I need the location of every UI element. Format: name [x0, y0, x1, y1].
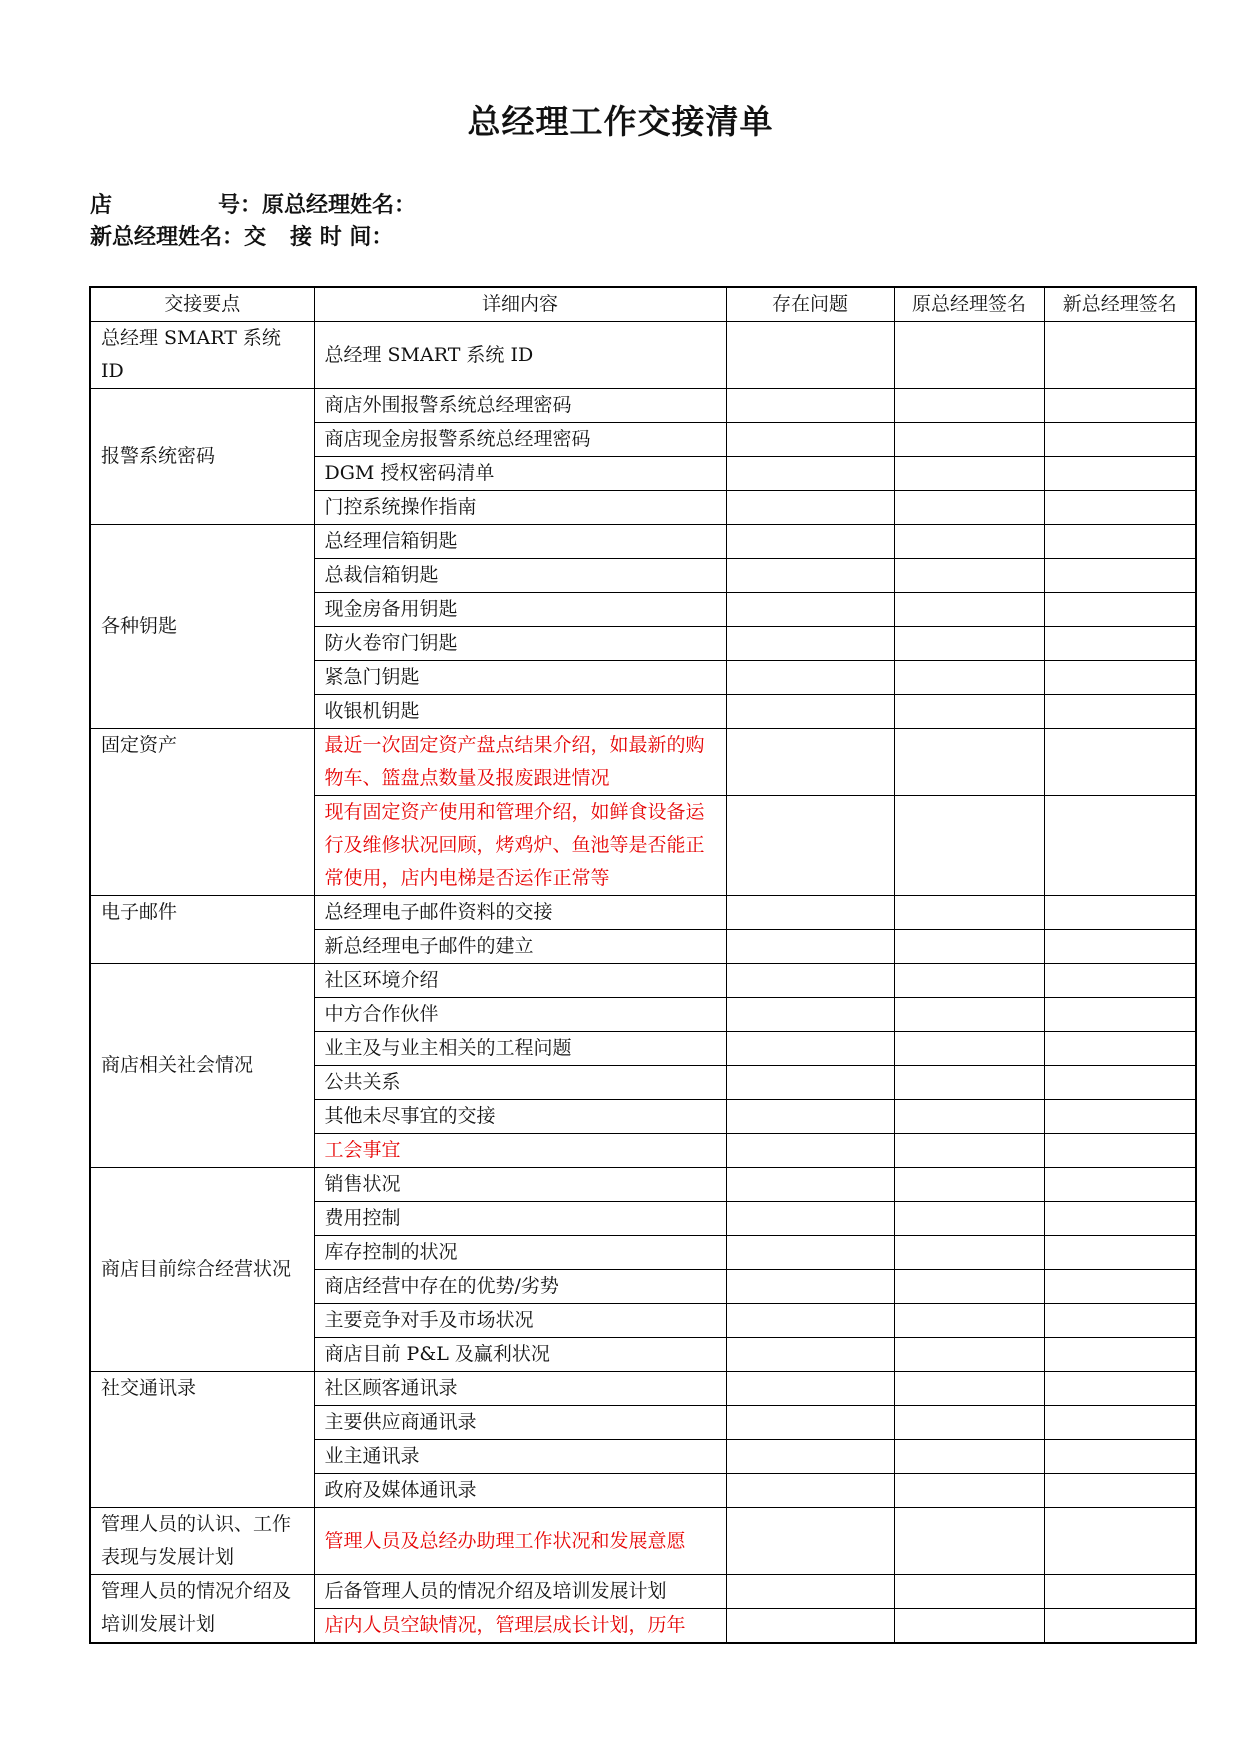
old-gm-signature-cell[interactable] — [894, 930, 1044, 964]
new-gm-signature-cell[interactable] — [1044, 729, 1196, 796]
issue-cell[interactable] — [726, 1474, 894, 1508]
detail-cell: 社区环境介绍 — [314, 964, 726, 998]
table-row — [90, 896, 1196, 930]
detail-cell: 费用控制 — [314, 1202, 726, 1236]
issue-cell[interactable] — [726, 998, 894, 1032]
new-gm-signature-cell[interactable] — [1044, 627, 1196, 661]
new-gm-signature-cell[interactable] — [1044, 1474, 1196, 1508]
detail-cell: DGM 授权密码清单 — [314, 457, 726, 491]
detail-cell: 紧急门钥匙 — [314, 661, 726, 695]
issue-cell[interactable] — [726, 1134, 894, 1168]
old-gm-signature-cell[interactable] — [894, 964, 1044, 998]
detail-cell: 主要竞争对手及市场状况 — [314, 1304, 726, 1338]
old-gm-signature-cell[interactable] — [894, 1609, 1044, 1644]
issue-cell[interactable] — [726, 1372, 894, 1406]
detail-cell: 政府及媒体通讯录 — [314, 1474, 726, 1508]
category-cell: 报警系统密码 — [90, 389, 314, 525]
detail-cell: 公共关系 — [314, 1066, 726, 1100]
new-gm-signature-cell[interactable] — [1044, 423, 1196, 457]
old-gm-signature-cell[interactable] — [894, 796, 1044, 896]
issue-cell[interactable] — [726, 896, 894, 930]
old-gm-signature-cell[interactable] — [894, 1304, 1044, 1338]
detail-cell: 店内人员空缺情况，管理层成长计划，历年 — [314, 1609, 726, 1644]
table-row — [90, 964, 1196, 998]
new-gm-signature-cell[interactable] — [1044, 1168, 1196, 1202]
new-gm-signature-cell[interactable] — [1044, 389, 1196, 423]
detail-cell: 防火卷帘门钥匙 — [314, 627, 726, 661]
issue-cell[interactable] — [726, 695, 894, 729]
store-label: 店 — [90, 193, 113, 218]
table-header-row — [90, 287, 1196, 322]
new-gm-signature-cell[interactable] — [1044, 998, 1196, 1032]
table-row — [90, 1575, 1196, 1609]
new-gm-signature-cell[interactable] — [1044, 322, 1196, 389]
old-gm-signature-cell[interactable] — [894, 1440, 1044, 1474]
old-gm-signature-cell[interactable] — [894, 998, 1044, 1032]
header-new-gm-signature: 新总经理签名 — [1044, 287, 1196, 322]
new-gm-signature-cell[interactable] — [1044, 1338, 1196, 1372]
table-row — [90, 525, 1196, 559]
handover-label-1: 交 — [244, 225, 267, 250]
old-gm-signature-cell[interactable] — [894, 729, 1044, 796]
detail-cell: 商店现金房报警系统总经理密码 — [314, 423, 726, 457]
issue-cell[interactable] — [726, 930, 894, 964]
old-gm-signature-cell[interactable] — [894, 1508, 1044, 1575]
old-gm-signature-cell[interactable] — [894, 1474, 1044, 1508]
issue-cell[interactable] — [726, 1066, 894, 1100]
old-gm-signature-cell[interactable] — [894, 457, 1044, 491]
new-gm-signature-cell[interactable] — [1044, 1575, 1196, 1609]
old-gm-signature-cell[interactable] — [894, 559, 1044, 593]
issue-cell[interactable] — [726, 1236, 894, 1270]
old-gm-signature-cell[interactable] — [894, 1372, 1044, 1406]
detail-cell: 总经理电子邮件资料的交接 — [314, 896, 726, 930]
detail-cell: 收银机钥匙 — [314, 695, 726, 729]
old-gm-signature-cell[interactable] — [894, 695, 1044, 729]
issue-cell[interactable] — [726, 1100, 894, 1134]
category-cell: 总经理 SMART 系统 ID — [90, 322, 314, 389]
issue-cell[interactable] — [726, 661, 894, 695]
header-issues: 存在问题 — [726, 287, 894, 322]
detail-cell: 总裁信箱钥匙 — [314, 559, 726, 593]
issue-cell[interactable] — [726, 322, 894, 389]
store-number-label: 号： — [218, 193, 263, 218]
new-gm-signature-cell[interactable] — [1044, 661, 1196, 695]
document-title: 总经理工作交接清单 — [467, 102, 774, 141]
new-gm-signature-cell[interactable] — [1044, 796, 1196, 896]
issue-cell[interactable] — [726, 1304, 894, 1338]
detail-cell: 管理人员及总经办助理工作状况和发展意愿 — [314, 1508, 726, 1575]
issue-cell[interactable] — [726, 559, 894, 593]
new-gm-signature-cell[interactable] — [1044, 964, 1196, 998]
category-cell: 固定资产 — [90, 729, 314, 896]
issue-cell[interactable] — [726, 1440, 894, 1474]
old-gm-signature-cell[interactable] — [894, 1202, 1044, 1236]
issue-cell[interactable] — [726, 1406, 894, 1440]
detail-cell: 新总经理电子邮件的建立 — [314, 930, 726, 964]
detail-cell: 其他未尽事宜的交接 — [314, 1100, 726, 1134]
table-row — [90, 1168, 1196, 1202]
header-old-gm-signature: 原总经理签名 — [894, 287, 1044, 322]
old-gm-signature-cell[interactable] — [894, 423, 1044, 457]
new-gm-signature-cell[interactable] — [1044, 1202, 1196, 1236]
issue-cell[interactable] — [726, 457, 894, 491]
issue-cell[interactable] — [726, 593, 894, 627]
detail-cell: 总经理 SMART 系统 ID — [314, 322, 726, 389]
issue-cell[interactable] — [726, 627, 894, 661]
detail-cell: 现有固定资产使用和管理介绍，如鲜食设备运行及维修状况回顾，烤鸡炉、鱼池等是否能正常使用，店内电梯是否运作正常等 — [314, 796, 726, 896]
table-row — [90, 1372, 1196, 1406]
new-gm-signature-cell[interactable] — [1044, 695, 1196, 729]
old-gm-signature-cell[interactable] — [894, 661, 1044, 695]
old-gm-signature-cell[interactable] — [894, 1270, 1044, 1304]
detail-cell: 现金房备用钥匙 — [314, 593, 726, 627]
issue-cell[interactable] — [726, 796, 894, 896]
table-row — [90, 322, 1196, 389]
old-gm-signature-cell[interactable] — [894, 627, 1044, 661]
category-cell: 管理人员的情况介绍及培训发展计划 — [90, 1575, 314, 1644]
detail-cell: 业主通讯录 — [314, 1440, 726, 1474]
issue-cell[interactable] — [726, 1202, 894, 1236]
issue-cell[interactable] — [726, 525, 894, 559]
new-gm-signature-cell[interactable] — [1044, 1609, 1196, 1644]
new-gm-signature-cell[interactable] — [1044, 1508, 1196, 1575]
new-gm-signature-cell[interactable] — [1044, 1032, 1196, 1066]
issue-cell[interactable] — [726, 729, 894, 796]
old-gm-signature-cell[interactable] — [894, 1236, 1044, 1270]
new-gm-signature-cell[interactable] — [1044, 1134, 1196, 1168]
new-gm-signature-cell[interactable] — [1044, 525, 1196, 559]
table-row — [90, 389, 1196, 423]
new-gm-signature-cell[interactable] — [1044, 559, 1196, 593]
handover-table — [89, 286, 1197, 1644]
detail-cell: 最近一次固定资产盘点结果介绍，如最新的购物车、篮盘点数量及报废跟进情况 — [314, 729, 726, 796]
issue-cell[interactable] — [726, 423, 894, 457]
category-cell: 管理人员的认识、工作表现与发展计划 — [90, 1508, 314, 1575]
detail-cell: 工会事宜 — [314, 1134, 726, 1168]
issue-cell[interactable] — [726, 1032, 894, 1066]
issue-cell[interactable] — [726, 389, 894, 423]
issue-cell[interactable] — [726, 1609, 894, 1644]
header-key-point: 交接要点 — [90, 287, 314, 322]
issue-cell[interactable] — [726, 1508, 894, 1575]
detail-cell: 社区顾客通讯录 — [314, 1372, 726, 1406]
old-gm-signature-cell[interactable] — [894, 525, 1044, 559]
new-gm-signature-cell[interactable] — [1044, 1236, 1196, 1270]
detail-cell: 中方合作伙伴 — [314, 998, 726, 1032]
new-gm-signature-cell[interactable] — [1044, 930, 1196, 964]
detail-cell: 主要供应商通讯录 — [314, 1406, 726, 1440]
meta-line-1 — [90, 188, 416, 219]
new-gm-signature-cell[interactable] — [1044, 491, 1196, 525]
issue-cell[interactable] — [726, 1270, 894, 1304]
detail-cell: 总经理信箱钥匙 — [314, 525, 726, 559]
category-cell: 电子邮件 — [90, 896, 314, 964]
old-gm-signature-cell[interactable] — [894, 1100, 1044, 1134]
new-gm-signature-cell[interactable] — [1044, 457, 1196, 491]
table-body — [90, 322, 1196, 1644]
old-gm-signature-cell[interactable] — [894, 322, 1044, 389]
category-cell: 社交通讯录 — [90, 1372, 314, 1508]
new-gm-signature-cell[interactable] — [1044, 1440, 1196, 1474]
old-gm-signature-cell[interactable] — [894, 389, 1044, 423]
old-gm-signature-cell[interactable] — [894, 1066, 1044, 1100]
table-row — [90, 1508, 1196, 1575]
detail-cell: 门控系统操作指南 — [314, 491, 726, 525]
old-gm-signature-cell[interactable] — [894, 1134, 1044, 1168]
old-gm-signature-cell[interactable] — [894, 1168, 1044, 1202]
issue-cell[interactable] — [726, 1168, 894, 1202]
new-gm-signature-cell[interactable] — [1044, 593, 1196, 627]
header-details: 详细内容 — [314, 287, 726, 322]
new-gm-signature-cell[interactable] — [1044, 896, 1196, 930]
issue-cell[interactable] — [726, 1575, 894, 1609]
old-gm-signature-cell[interactable] — [894, 1032, 1044, 1066]
detail-cell: 库存控制的状况 — [314, 1236, 726, 1270]
issue-cell[interactable] — [726, 1338, 894, 1372]
handover-time-label: 接 时 间： — [290, 225, 394, 250]
old-gm-signature-cell[interactable] — [894, 896, 1044, 930]
new-gm-signature-cell[interactable] — [1044, 1406, 1196, 1440]
old-gm-signature-cell[interactable] — [894, 491, 1044, 525]
detail-cell: 销售状况 — [314, 1168, 726, 1202]
new-gm-signature-cell[interactable] — [1044, 1304, 1196, 1338]
detail-cell: 商店经营中存在的优势/劣势 — [314, 1270, 726, 1304]
issue-cell[interactable] — [726, 491, 894, 525]
category-cell: 商店相关社会情况 — [90, 964, 314, 1168]
new-gm-signature-cell[interactable] — [1044, 1100, 1196, 1134]
detail-cell: 商店外围报警系统总经理密码 — [314, 389, 726, 423]
old-gm-signature-cell[interactable] — [894, 1338, 1044, 1372]
new-gm-signature-cell[interactable] — [1044, 1270, 1196, 1304]
detail-cell: 业主及与业主相关的工程问题 — [314, 1032, 726, 1066]
old-gm-signature-cell[interactable] — [894, 593, 1044, 627]
detail-cell: 商店目前 P&L 及赢利状况 — [314, 1338, 726, 1372]
old-gm-signature-cell[interactable] — [894, 1406, 1044, 1440]
table-row — [90, 729, 1196, 796]
new-gm-name-label: 新总经理姓名： — [90, 225, 245, 250]
new-gm-signature-cell[interactable] — [1044, 1372, 1196, 1406]
issue-cell[interactable] — [726, 964, 894, 998]
category-cell: 商店目前综合经营状况 — [90, 1168, 314, 1372]
meta-line-2 — [90, 220, 393, 251]
new-gm-signature-cell[interactable] — [1044, 1066, 1196, 1100]
detail-cell: 后备管理人员的情况介绍及培训发展计划 — [314, 1575, 726, 1609]
category-cell: 各种钥匙 — [90, 525, 314, 729]
old-gm-name-label: 原总经理姓名： — [262, 193, 417, 218]
old-gm-signature-cell[interactable] — [894, 1575, 1044, 1609]
